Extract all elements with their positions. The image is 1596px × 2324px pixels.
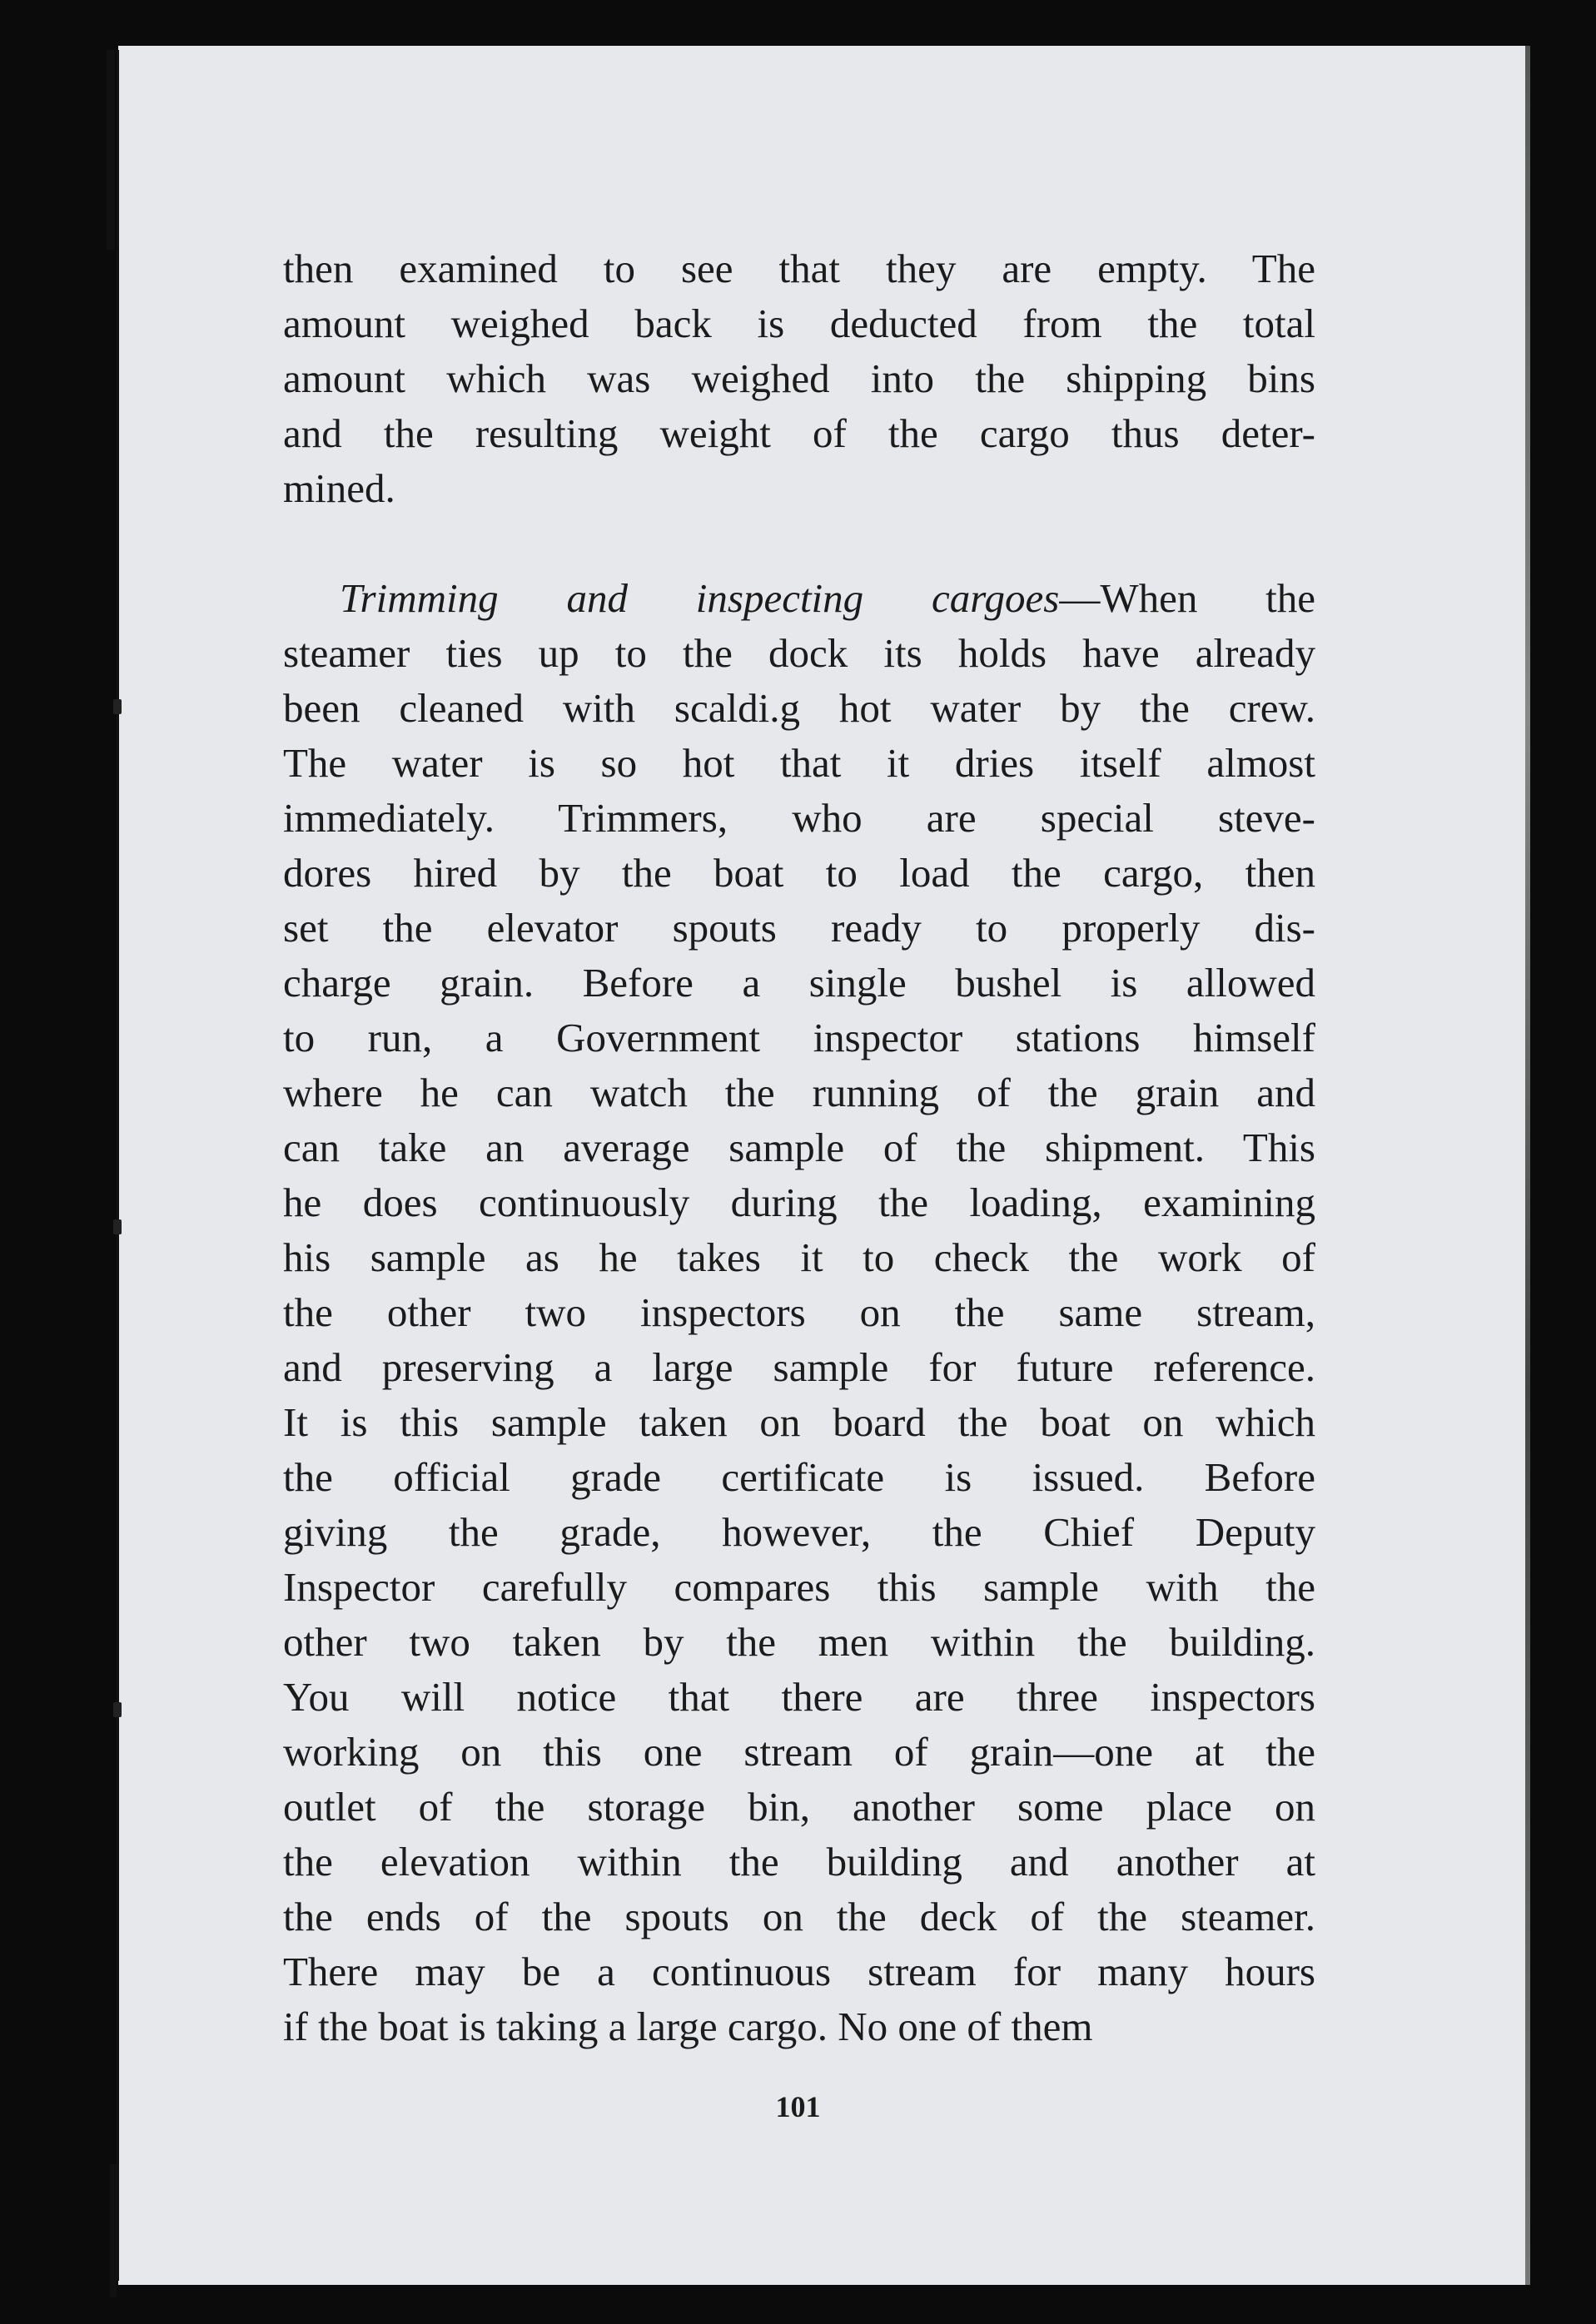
text-line: The water is so hot that it dries itself almost	[283, 740, 1315, 786]
page-text	[283, 241, 1315, 2054]
text-line: outlet of the storage bin, another some place on	[283, 1784, 1315, 1830]
gutter-mark	[113, 1219, 122, 1234]
text-line: if the boat is taking a large cargo. No one of them	[283, 2004, 1093, 2049]
text-line: and the resulting weight of the cargo thus deter-	[283, 410, 1315, 456]
text-line: his sample as he takes it to check the work of	[283, 1234, 1315, 1280]
gutter-marks	[83, 0, 125, 2324]
text-line: Inspector carefully compares this sample with the	[283, 1564, 1315, 1610]
text-line: mined.	[283, 465, 395, 511]
text-line: immediately. Trimmers, who are special steve-	[283, 795, 1315, 841]
text-line: then examined to see that they are empty. The	[283, 246, 1315, 291]
text-line: been cleaned with scaldi.g hot water by the crew.	[283, 685, 1315, 731]
text-line: amount which was weighed into the shipping bins	[283, 355, 1315, 401]
text-line: the ends of the spouts on the deck of the steamer.	[283, 1894, 1315, 1939]
text-line-first	[283, 571, 1315, 626]
text-line: other two taken by the men within the building.	[283, 1619, 1315, 1665]
paragraph-gap	[283, 516, 1315, 571]
text-line: he does continuously during the loading, examining	[283, 1179, 1315, 1225]
text-line: where he can watch the running of the grain and	[283, 1070, 1315, 1115]
text-line: giving the grade, however, the Chief Deputy	[283, 1509, 1315, 1555]
text-line: and preserving a large sample for future reference.	[283, 1344, 1315, 1390]
gutter-mark	[113, 1702, 122, 1717]
text-line: You will notice that there are three inspectors	[283, 1674, 1315, 1720]
text-line: steamer ties up to the dock its holds have already	[283, 630, 1315, 676]
lead-in-continuation: —When the	[1059, 575, 1316, 621]
text-line: the elevation within the building and another at	[283, 1839, 1315, 1885]
text-line: the official grade certificate is issued. Before	[283, 1454, 1315, 1500]
text-line: the other two inspectors on the same stream,	[283, 1289, 1315, 1335]
paragraph-2	[283, 571, 1315, 2054]
text-line: to run, a Government inspector stations himself	[283, 1015, 1315, 1060]
text-line: amount weighed back is deducted from the total	[283, 300, 1315, 346]
section-lead-in: Trimming and inspecting cargoes	[340, 575, 1060, 621]
text-line: There may be a continuous stream for many hours	[283, 1949, 1315, 1994]
text-line: charge grain. Before a single bushel is allowed	[283, 960, 1315, 1006]
gutter-mark	[113, 699, 122, 714]
text-line: dores hired by the boat to load the cargo, then	[283, 850, 1315, 896]
text-line: working on this one stream of grain—one at the	[283, 1729, 1315, 1775]
text-line: set the elevator spouts ready to properly dis-	[283, 905, 1315, 951]
page-right-edge	[1525, 46, 1530, 2285]
paragraph-1	[283, 241, 1315, 516]
text-line: It is this sample taken on board the boat on which	[283, 1399, 1315, 1445]
page-number: 101	[775, 2090, 821, 2123]
text-line: can take an average sample of the shipment. This	[283, 1125, 1315, 1170]
